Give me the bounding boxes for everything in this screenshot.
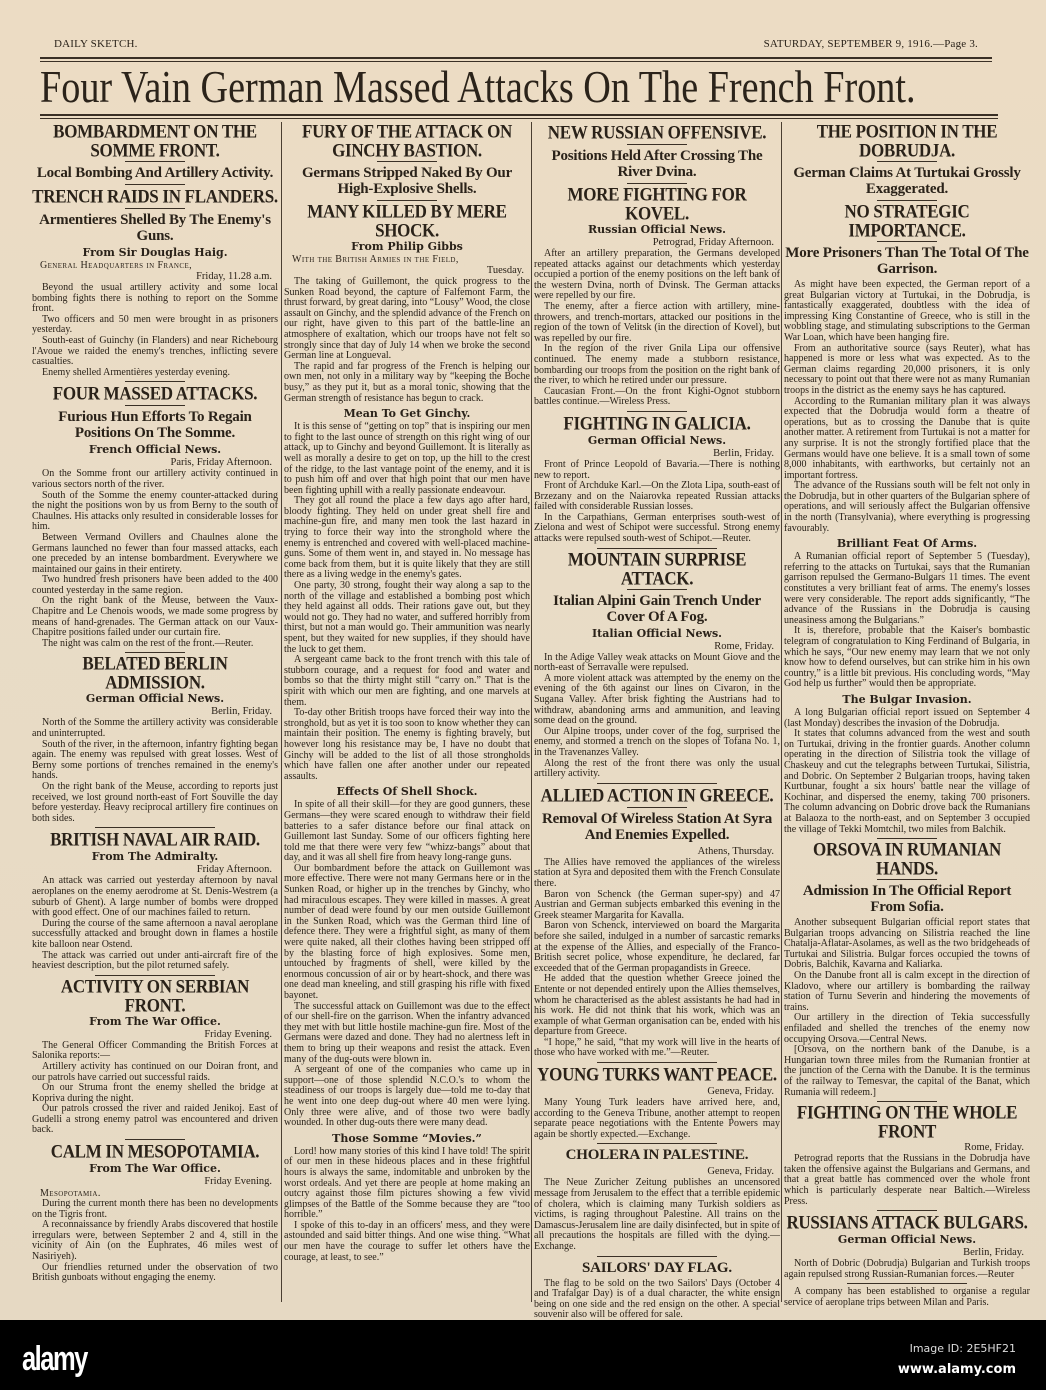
subheadline: Italian Alpini Gain Trench Under Cover Of A Fog. [553, 592, 761, 625]
paragraph: From an authoritative source (says Reuter), what has happened is more or less what was expected. As to the German claims regarding 20,000 prisoners, it is only necessary to point out that there were not as many Rumanian troops in the district as the enemy says he has captured. [784, 342, 1030, 396]
headline: MANY KILLED BY MERE SHOCK. [307, 200, 507, 242]
paragraph: A sergeant of one of the companies who came up in support—one of those splendid N.C.O.'s to whom the steadiness of our troops is largely due—told me to-day that he went into one deep dug-out where 40 men were lying. Only three were alive, and of those two were badly wounded. In other dug-outs there were many dead. [284, 1064, 530, 1129]
headline: FOUR MASSED ATTACKS. [52, 383, 258, 405]
column-3 [534, 121, 780, 1321]
paper-name: DAILY SKETCH. [54, 38, 138, 50]
subheadline: Positions Held After Crossing The River Dvina. [551, 148, 763, 180]
intertitle: Effects Of Shell Shock. [336, 785, 478, 799]
divider [125, 184, 185, 185]
divider [627, 411, 687, 412]
paragraph: South of the Somme the enemy counter-attacked during the night the positions won by us from Berny to the south of Chaulnes. His attacks only resulted in considerable losses for him. [32, 489, 278, 533]
paragraph: Between Vermand Ovillers and Chaulnes alone the Germans launched no fewer than four massed attacks, each one preceded by an intense bombardment. Everywhere we maintained our gains in their entirety. [32, 531, 278, 575]
headline: ACTIVITY ON SERBIAN FRONT. [60, 975, 250, 1016]
paragraph: Along the rest of the front there was only the usual artillery activity. [534, 757, 780, 780]
paragraph: It is, therefore, probable that the Kaiser's bombastic telegram of congratulation to King Ferdinand of Bulgaria, in which he says, “Our new enemy may learn that we not only know how to defend ourselves, but can strike him in his own country,” is a little bit previous. His concluding words, “May God help us further” would then be appropriate. [784, 625, 1030, 690]
dateline: Paris, Friday Afternoon. [170, 457, 272, 469]
paragraph: Beyond the usual artillery activity and some local bombing fights there is nothing to report on the Somme front. [32, 282, 278, 315]
divider [125, 405, 185, 406]
headline: ORSOVA IN RUMANIAN HANDS. [813, 838, 1001, 880]
dateline: Berlin, Friday. [963, 1247, 1024, 1259]
byline: From The War Office. [89, 1162, 221, 1176]
paragraph: Another subsequent Bulgarian official report states that Bulgarian troops advancing on Silistria reached the line Chatalja-Aflatar-Asolames, as well as the two bridgeheads of Turtukai and Silistria. Bulgar forces occupied the towns of Dobris, Balchik, Kavarna and Kaliarka. [784, 917, 1030, 971]
paragraph: One party, 30 strong, fought their way along a sap to the north of the village and established a bombing post which they held against all odds. Their rations gave out, but they would not go. They had no water, and suffered horribly from thirst, but not a man would go. Their ammunition was nearly spent, but they waited for new supplies, if they should have the luck to get them. [284, 580, 530, 655]
paragraph: The attack was carried out under anti-aircraft fire of the heaviest description, but the pilot returned safely. [32, 949, 278, 972]
dateline: Rome, Friday. [964, 1142, 1024, 1154]
headline: ALLIED ACTION IN GREECE. [540, 784, 774, 806]
divider [627, 144, 687, 145]
headline: MOUNTAIN SURPRISE ATTACK. [567, 548, 747, 589]
dateline-place: Mesopotamia. [40, 1188, 101, 1200]
paragraph: I spoke of this to-day in an officers' mess, and they were astounded and said bitter things. And one wise thing. “What our men have the courage to suffer let others have the courage, at least, to see.” [284, 1219, 530, 1263]
paragraph: A Rumanian official report of September 5 (Tuesday), referring to the attacks on Turtukai, says that the Rumanian garrison repulsed the Germano-Bulgars 11 times. The event constitutes a very brilliant feat of arms. The enemy's losses were very considerable. The report adds significantly, “The advance of the Russians in the Dobrudja is causing uneasiness among the Bulgarians.” [784, 551, 1030, 626]
divider [627, 807, 687, 808]
paragraph: In spite of all their skill—for they are good gunners, these Germans—they were scared enough to withdraw their field batteries to a safer distance before our final attack on Guillemont last Sunday. Some of our officers fighting here told me that there were very few “whizz-bangs” about that day, and it was all shell fire from heavy long-range guns. [284, 799, 530, 864]
headline: FURY OF THE ATTACK ON GINCHY BASTION. [301, 120, 513, 162]
paragraph: In the region of the river Gnila Lipa our offensive continued. The enemy made a stubborn resistance, bombarding our troops from the position on the right bank of the river, to which he retired under our pressure. [534, 343, 780, 387]
headline: NO STRATEGIC IMPORTANCE. [844, 200, 970, 242]
headline: BOMBARDMENT ON THE SOMME FRONT. [53, 120, 257, 162]
paragraph: On our Struma front the enemy shelled the bridge at Kopriva during the night. [32, 1082, 278, 1104]
dateline-place: With the British Armies in the Field, [292, 254, 459, 265]
headline: YOUNG TURKS WANT PEACE. [537, 1063, 777, 1086]
issue-date-page: SATURDAY, SEPTEMBER 9, 1916.—Page 3. [763, 38, 978, 50]
paragraph: Many Young Turk leaders have arrived here, and, according to the Geneva Tribune, another attempt to reopen separate peace negotiations with the Entente Powers may again be shortly expected.—Exchange. [534, 1097, 780, 1140]
subheadline: Armentieres Shelled By The Enemy's Guns. [39, 212, 271, 244]
paragraph: The successful attack on Guillemont was due to the effect of our shell-fire on the garrison. When the infantry advanced they met with but little hostile machine-gun fire. Most of the Germans were dazed and done. They had no alertness left in them to bring up their weapons and resist the attack. Even many of the dug-outs were blown in. [284, 1000, 530, 1065]
paragraph: Our patrols crossed the river and raided Jenikoj. East of Gudelli a strong enemy patrol was encountered and driven back. [32, 1103, 278, 1136]
paragraph: A company has been established to organise a regular service of aeroplane trips between Milan and Paris. [784, 1286, 1030, 1308]
paragraph: An attack was carried out yesterday afternoon by naval aeroplanes on the enemy aerodrome at St. Denis-Westrem (a suburb of Ghent). A large number of bombs were dropped with good effect. One of our machines failed to return. [32, 875, 278, 919]
dateline: Friday Evening. [204, 1176, 272, 1188]
paragraph: The night was calm on the rest of the front.—Reuter. [42, 637, 254, 649]
paragraph: On the right bank of the Meuse, according to reports just received, we lost ground north-east of Fort Souville the day before yesterday. Heavy reciprocal artillery fire continues on both sides. [32, 781, 278, 824]
paragraph: During the current month there has been no developments on the Tigris front. [32, 1198, 278, 1220]
paragraph: North of Dobric (Dobrudja) Bulgarian and Turkish troops again repulsed strong Russian-Rumanian forces.—Reuter [784, 1258, 1030, 1280]
intertitle: The Bulgar Invasion. [842, 692, 972, 706]
paragraph: The flag to be sold on the two Sailors' Days (October 4 and Trafalgar Day) is of a dual character, the white ensign being on one side and the red ensign on the other. A special souvenir also will be offered for sale. [534, 1277, 780, 1321]
paragraph: The General Officer Commanding the British Forces at Salonika reports:— [32, 1039, 278, 1062]
paragraph: South of the river, in the afternoon, infantry fighting began again. The enemy was repulsed with great losses. West of Berny some portions of trenches remained in the enemy's hands. [32, 738, 278, 782]
paragraph: On the Danube front all is calm except in the direction of Kladovo, where our artillery is bombarding the railway station of Turnu Severin and hindering the movements of trains. [784, 970, 1030, 1013]
headline: NEW RUSSIAN OFFENSIVE. [547, 121, 767, 144]
paragraph: South-east of Guinchy (in Flanders) and near Richebourg l'Avoue we raided the enemy's trenches, inflicting severe casualties. [32, 334, 278, 368]
headline: THE POSITION IN THE DOBRUDJA. [816, 120, 998, 162]
paragraph: They got all round the place a few days ago after hard, bloody fighting. They held on under great shell fire and machine-gun fire, and many men took the last hazard in trying to force their way into the stronghold where the enemy is entrenched and covered with well-placed machine-guns. Some of them went in, and stayed in. No message has come back from them, but it is quite likely that they are still there as a living wedge in the enemy's gates. [284, 495, 530, 581]
divider [877, 879, 937, 880]
paragraph: Two hundred fresh prisoners have been added to the 400 counted yesterday in the same region. [32, 574, 278, 596]
divider [40, 114, 998, 119]
paragraph: According to the Rumanian military plan it was always expected that the Dobrudja would form a theatre of operations, but as to crossing the Danube that is quite another matter. A retirement from Turtukai is not a matter for any surprise. It is not the strongly fortified place that the Germans would have one believe. It is a small town of some 8,000 inhabitants, with earthworks, but certainly not an important fortress. [784, 395, 1030, 481]
paragraph: It is this sense of “getting on top” that is inspiring our men to fight to the last ounce of strength on this right wing of our attack, up to Ginchy and beyond Guillemont. It is literally as well as morally a desire to get on top, up the hill to the crest of the ridge, to the last vantage point of the enemy, and it is to push him off and over that high point that our men have been fighting uphill with a really passionate endeavour. [284, 421, 530, 496]
image-id: Image ID: 2E5HF21 [909, 1342, 1016, 1355]
headline: RUSSIANS ATTACK BULGARS. [786, 1212, 1028, 1234]
subheadline: Admission In The Official Report From Sofia. [802, 883, 1012, 916]
paragraph: The taking of Guillemont, the quick progress to the Sunken Road beyond, the capture of Falfemont Farm, the thrust forward, by great daring, into “Lousy” Wood, the close assault on Ginchy, and the splendid advance of the French on our right, have given to this part of the battle-line an atmosphere of exaltation, which our troops have not felt so strongly since that day of July 14 when we broke the second German line at Longueval. [284, 276, 530, 362]
paragraph: To-day other British troops have forced their way into the stronghold, but as yet it is too soon to know whether they can maintain their position. The enemy is fighting bravely, but however long his resistance may be, I have no doubt that Ginchy will be added to the list of all those strongholds which have fallen one after another under our repeated assaults. [284, 707, 530, 782]
byline: Italian Official News. [591, 626, 722, 640]
paragraph: The Allies have removed the appliances of the wireless station at Syra and deposited them with the French Consulate there. [534, 856, 780, 889]
paragraph: Front of Prince Leopold of Bavaria.—There is nothing new to report. [534, 458, 780, 481]
paragraph: In the Carpathians, German enterprises south-west of Zielona and west of Schipot were successful. Strong enemy attacks were repulsed south-west of Schipot.—Reuter. [534, 511, 780, 545]
paragraph: “I hope,” he said, “that my work will live in the hearts of those who have worked with me.”—Reuter. [534, 1036, 780, 1059]
paragraph: [Orsova, on the northern bank of the Danube, is a Hungarian town three miles from the Rumanian frontier at the junction of the Cerna with the Danube. It is the terminus of the railway to Temesvar, the capital of the Banat, which Rumania will redeem.] [784, 1044, 1030, 1098]
dateline: Friday Evening. [204, 1028, 272, 1040]
paragraph: In the Adige Valley weak attacks on Mount Giove and the north-east of Serravalle were repulsed. [534, 651, 780, 674]
headline: CALM IN MESOPOTAMIA. [50, 1140, 260, 1163]
byline: German Official News. [85, 692, 225, 706]
paragraph: A reconnaissance by friendly Arabs discovered that hostile irregulars were, between September 2 and 4, still in the vicinity of Ain (on the Euphrates, 46 miles west of Nasiriyeh). [32, 1219, 278, 1263]
paragraph: North of the Somme the artillery activity was considerable and uninterrupted. [32, 717, 278, 740]
paragraph: Enemy shelled Armentières yesterday evening. [42, 366, 230, 378]
column-rule [281, 122, 282, 1302]
subheadline: More Prisoners Than The Total Of The Garrison. [785, 245, 1029, 277]
masthead [40, 38, 1006, 52]
paragraph: On the right bank of the Meuse, between the Vaux-Chapitre and Le Chenois woods, we made some progress by means of hand-grenades. The German attack on our Vaux-Chapitre positions failed under our curtain fire. [32, 595, 278, 639]
subheadline: Furious Hun Efforts To Regain Positions On The Somme. [58, 409, 252, 442]
byline: German Official News. [587, 433, 727, 447]
site-url: www.alamy.com [897, 1362, 1016, 1377]
paragraph: Petrograd reports that the Russians in the Dobrudja have taken the offensive against the Bulgarians and Germans, and that a great battle has commenced over the whole front which is particularly desperate near Baltich.—Wireless Press. [784, 1153, 1030, 1207]
paragraph: The enemy, after a fierce action with artillery, mine-throwers, and trench-mortars, attacked our positions in the region of the town of Velitsk (in the direction of Kovel), but was repelled by our fire. [534, 300, 780, 344]
paragraph: Our friendlies returned under the observation of two British gunboats without engaging the enemy. [32, 1261, 278, 1284]
paragraph: The advance of the Russians south will be felt not only in the Dobrudja, but in other quarters of the Bulgarian sphere of operations, and will seriously affect the Bulgarian offensive in the north (Transylvania), where everything is progressing favourably. [784, 480, 1030, 534]
column-rule [781, 122, 782, 1302]
paragraph: On the Somme front our artillery activity continued in various sectors north of the river. [32, 468, 278, 490]
paragraph: Caucasian Front.—On the front Kighi-Ognot stubborn battles continue.—Wireless Press. [534, 385, 780, 408]
paragraph: Artillery activity has continued on our Doiran front, and our patrols have carried out successful raids. [32, 1060, 278, 1083]
divider [597, 1256, 717, 1257]
paragraph: Front of Archduke Karl.—On the Zlota Lipa, south-east of Brzezany and on the Naiarovka repeated Russian attacks failed with considerable Russian losses. [534, 480, 780, 513]
paragraph: Baron von Schenck (the German super-spy) and 47 Austrian and German subjects embarked this evening in the Greek steamer Margarita for Kavalla. [534, 888, 780, 921]
byline: From The War Office. [89, 1014, 221, 1028]
divider [597, 783, 717, 784]
dateline: Friday, 11.28 a.m. [196, 271, 272, 282]
paragraph: Two officers and 50 men were brought in as prisoners yesterday. [32, 313, 278, 336]
intertitle: Mean To Get Ginchy. [343, 407, 471, 421]
headline: SAILORS' DAY FLAG. [582, 1259, 732, 1276]
main-headline: Four Vain German Massed Attacks On The French Front. [40, 61, 916, 112]
headline: FIGHTING ON THE WHOLE FRONT [796, 1102, 1018, 1143]
dateline: Berlin, Friday. [211, 706, 272, 718]
column-4 [784, 122, 1030, 1312]
byline: From The Admiralty. [91, 850, 219, 864]
paragraph: A more violent attack was attempted by the enemy on the evening of the 6th against our lines on Civaron, in the Sugana Valley. After brisk fighting the Austrians had to withdraw, abandoning arms and ammunition, and leaving some dead on the ground. [534, 672, 780, 727]
dateline: Athens, Thursday. [697, 845, 774, 857]
paragraph: A long Bulgarian official report issued on September 4 (last Monday) describes the invasion of the Dobrudja. [784, 706, 1030, 729]
divider [125, 208, 185, 209]
divider [847, 1283, 967, 1284]
paragraph: The rapid and far progress of the French is helping our own men, not only in a military way by “keeping the Boche busy,” as they put it, but as a moral tonic, showing that the German strength of resistance has begun to crack. [284, 360, 530, 404]
headline: BRITISH NAVAL AIR RAID. [50, 829, 260, 851]
paragraph: Baron von Schenck, interviewed on board the Margarita before she sailed, indulged in a number of sarcastic remarks at the expense of the Allies, and especially of the Franco-British secret police, whose expenditure, he declared, far exceeded that of the German propagandists in Greece. [534, 920, 780, 974]
divider [597, 1143, 717, 1144]
dateline: Tuesday. [486, 265, 524, 276]
paragraph: A sergeant came back to the front trench with this tale of stubborn courage, and a request for food and water and bombs so that the thirty might still “carry on.” That is the spirit with which our men are fighting, and one marvels at them. [284, 654, 530, 708]
intertitle: Those Somme “Movies.” [332, 1131, 482, 1145]
paragraph: Our Alpine troops, under cover of the fog, surprised the enemy, and stormed a trench on the slopes of Tofana No. 1, in the Travenanzes Valley. [534, 725, 780, 758]
headline: BELATED BERLIN ADMISSION. [82, 653, 228, 694]
byline: Russian Official News. [587, 223, 726, 236]
paragraph: The Neue Zuricher Zeitung publishes an uncensored message from Jerusalem to the effect that a terrible epidemic of cholera, which is claiming many Turkish soldiers as victims, is raging throughout Palestine. All trains on the Damascus-Jerusalem line are daily disinfected, but in spite of all precautions the hospitals are filled with the dying.—Exchange. [534, 1177, 780, 1252]
dateline: Rome, Friday. [714, 640, 774, 652]
headline: MORE FIGHTING FOR KOVEL. [567, 183, 747, 225]
dateline-place: General Headquarters in France, [40, 260, 193, 271]
dateline: Friday Afternoon. [196, 864, 272, 876]
byline: From Sir Douglas Haig. [82, 246, 228, 259]
intertitle: Brilliant Feat Of Arms. [836, 537, 978, 551]
headline: FIGHTING IN GALICIA. [563, 412, 751, 435]
paragraph: It states that columns advanced from the west and south on Turtukai, driving in the frontier guards. Another column operating in the direction of Silistria took the village of Chaskeuy and cut the telegraphs between Turtukai, Silistria, and Dobric. On September 2 Bulgarian troops, having taken Kurtbunar, fought a six hours' battle near the village of Kochinar, and dispersed the enemy, taking 700 prisoners. The column advancing on Dobric drove back the Rumanians at Balaoza to the north-east, and on September 3 occupied the village of Tekki Momtchil, two miles from Balchik. [784, 728, 1030, 835]
dateline: Berlin, Friday. [713, 447, 774, 459]
column-rule [531, 122, 532, 1302]
dateline: Petrograd, Friday Afternoon. [652, 237, 774, 248]
dateline: Geneva, Friday. [707, 1166, 774, 1178]
paragraph: Our artillery in the direction of Tekia successfully enfiladed and shelled the trenches of the enemy now occupying Orsova.—Central News. [784, 1012, 1030, 1045]
subheadline: Removal Of Wireless Station At Syra And Enemies Expelled. [541, 810, 773, 843]
watermark-bar [0, 1320, 1046, 1390]
subheadline: German Claims At Turtukai Grossly Exaggerated. [793, 165, 1021, 197]
column-1 [32, 122, 278, 1312]
subheadline: Germans Stripped Naked By Our High-Explosive Shells. [301, 165, 513, 197]
headline: CHOLERA IN PALESTINE. [565, 1147, 749, 1164]
paragraph: As might have been expected, the German report of a great Bulgarian victory at Turtukai, in the Dobrudja, is fantastically exaggerated, doubtless with the idea of impressing King Constantine of Greece, who is still in the wobbling stage, and stimulating subscriptions to the German War Loan, which have been hanging fire. [784, 279, 1030, 343]
dateline: Geneva, Friday. [707, 1086, 774, 1098]
paragraph: Lord! how many stories of this kind I have told! The spirit of our men in these hideous places and in these frightful hours is always the same, indomitable and unbroken by the worst ordeals. And yet there are people at home making an outcry against those film pictures showing a few vivid glimpses of the Battle of the Somme because they are “too horrible.” [284, 1145, 530, 1221]
column-2 [284, 122, 530, 1312]
paragraph: Our bombardment before the attack on Guillemont was more effective. There were not many Germans here or in the Sunken Road, or higher up in the trenches by Ginchy, who had miraculous escapes. They were killed in masses. A great number of dead were found by our men outside Guillemont in the Sunken Road, which was the German third line of defence there. They were a frightful sight, as many of them were quite naked, all their clothes having been stripped off by the blasting force of high explosives. Some men, untouched by fragments of shell, were killed by the enormous concussion of air or by heart-shock, and there was one dead man kneeling, and still grasping his rifle with fixed bayonet. [284, 862, 530, 1001]
byline: German Official News. [837, 1233, 977, 1247]
paragraph: After an artillery preparation, the Germans developed repeated attacks against our detachments which yesterday occupied a portion of the enemy positions on the left bank of the western Dvina, north of Dvinsk. The German attacks were repelled by our fire. [534, 248, 780, 302]
alamy-logo: alamy [22, 1340, 87, 1378]
headline: TRENCH RAIDS IN FLANDERS. [32, 185, 278, 208]
subheadline: Local Bombing And Artillery Activity. [36, 165, 274, 181]
paragraph: During the course of the same afternoon a naval aeroplane successfully attacked and brought down in flames a hostile kite balloon near Ostend. [32, 917, 278, 950]
byline: From Philip Gibbs [351, 240, 463, 253]
byline: French Official News. [88, 443, 222, 457]
paragraph: He added that the question whether Greece joined the Entente or not depended entirely upon the Allies themselves, whom he characterised as the ablest assistants he had had in his work. He did not think that his work, which was an example of what German organisation can be, ended with his departure from Greece. [534, 973, 780, 1038]
